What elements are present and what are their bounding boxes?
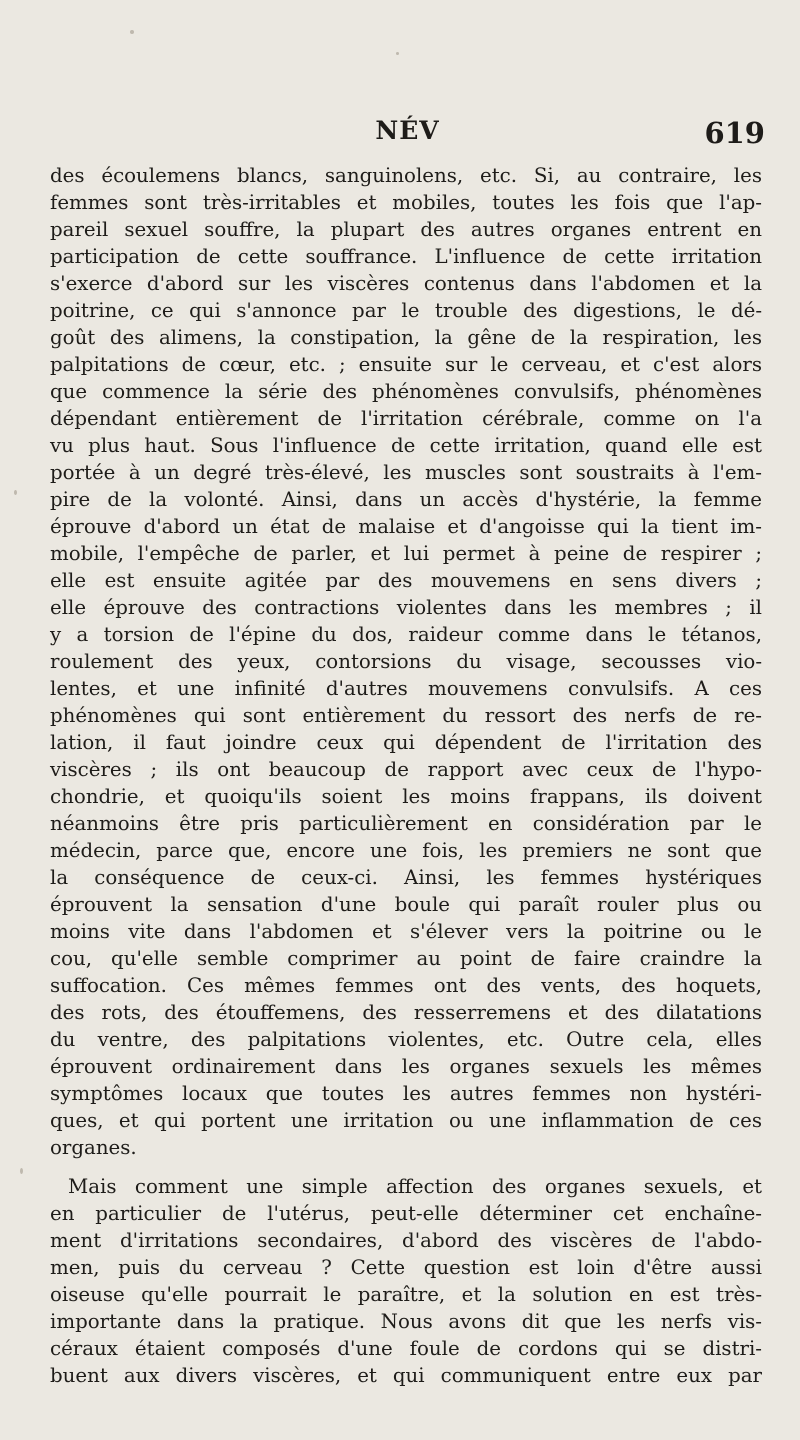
text-line: chondrie, et quoiqu'ils soient les moins frappans, ils doivent xyxy=(50,785,762,808)
text-line: cou, qu'elle semble comprimer au point de faire craindre la xyxy=(50,947,762,970)
body-text xyxy=(50,162,762,1389)
page-number: 619 xyxy=(704,116,765,150)
paper-speck xyxy=(396,52,399,55)
paper-speck xyxy=(20,1168,23,1174)
text-line: céraux étaient composés d'une foule de cordons qui se distri- xyxy=(50,1337,762,1360)
text-line: du ventre, des palpitations violentes, etc. Outre cela, elles xyxy=(50,1028,762,1051)
paper-speck xyxy=(14,490,17,495)
text-line: ques, et qui portent une irritation ou une inflammation de ces xyxy=(50,1109,762,1132)
text-line: importante dans la pratique. Nous avons dit que les nerfs vis- xyxy=(50,1310,762,1333)
text-line: néanmoins être pris particulièrement en considération par le xyxy=(50,812,762,835)
text-line: des rots, des étouffemens, des resserremens et des dilatations xyxy=(50,1001,762,1024)
text-line: pire de la volonté. Ainsi, dans un accès d'hystérie, la femme xyxy=(50,488,762,511)
text-line: buent aux divers viscères, et qui communiquent entre eux par xyxy=(50,1364,762,1387)
text-line: médecin, parce que, encore une fois, les premiers ne sont que xyxy=(50,839,762,862)
text-line: éprouve d'abord un état de malaise et d'angoisse qui la tient im- xyxy=(50,515,762,538)
text-line: oiseuse qu'elle pourrait le paraître, et la solution en est très- xyxy=(50,1283,762,1306)
text-line: des écoulemens blancs, sanguinolens, etc. Si, au contraire, les xyxy=(50,164,762,187)
text-line: elle éprouve des contractions violentes dans les membres ; il xyxy=(50,596,762,619)
text-line: roulement des yeux, contorsions du visage, secousses vio- xyxy=(50,650,762,673)
text-line: vu plus haut. Sous l'influence de cette irritation, quand elle est xyxy=(50,434,762,457)
text-line: suffocation. Ces mêmes femmes ont des vents, des hoquets, xyxy=(50,974,762,997)
text-line: portée à un degré très-élevé, les muscles sont soustraits à l'em- xyxy=(50,461,762,484)
text-line: femmes sont très-irritables et mobiles, toutes les fois que l'ap- xyxy=(50,191,762,214)
text-line: phénomènes qui sont entièrement du ressort des nerfs de re- xyxy=(50,704,762,727)
text-line: participation de cette souffrance. L'influence de cette irritation xyxy=(50,245,762,268)
text-line: poitrine, ce qui s'annonce par le trouble des digestions, le dé- xyxy=(50,299,762,322)
text-line: en particulier de l'utérus, peut-elle déterminer cet enchaîne- xyxy=(50,1202,762,1225)
running-head xyxy=(50,116,765,158)
text-line: mobile, l'empêche de parler, et lui permet à peine de respirer ; xyxy=(50,542,762,565)
text-line: moins vite dans l'abdomen et s'élever vers la poitrine ou le xyxy=(50,920,762,943)
text-line: s'exerce d'abord sur les viscères contenus dans l'abdomen et la xyxy=(50,272,762,295)
text-line: y a torsion de l'épine du dos, raideur comme dans le tétanos, xyxy=(50,623,762,646)
text-line: pareil sexuel souffre, la plupart des autres organes entrent en xyxy=(50,218,762,241)
text-line: men, puis du cerveau ? Cette question est loin d'être aussi xyxy=(50,1256,762,1279)
text-line: elle est ensuite agitée par des mouvemens en sens divers ; xyxy=(50,569,762,592)
text-line: éprouvent la sensation d'une boule qui paraît rouler plus ou xyxy=(50,893,762,916)
text-line: éprouvent ordinairement dans les organes sexuels les mêmes xyxy=(50,1055,762,1078)
text-line: palpitations de cœur, etc. ; ensuite sur le cerveau, et c'est alors xyxy=(50,353,762,376)
text-line: Mais comment une simple affection des organes sexuels, et xyxy=(68,1175,762,1198)
text-line: que commence la série des phénomènes convulsifs, phénomènes xyxy=(50,380,762,403)
text-line: goût des alimens, la constipation, la gêne de la respiration, les xyxy=(50,326,762,349)
text-line: organes. xyxy=(50,1136,137,1159)
text-line: ment d'irritations secondaires, d'abord des viscères de l'abdo- xyxy=(50,1229,762,1252)
text-line: viscères ; ils ont beaucoup de rapport avec ceux de l'hypo- xyxy=(50,758,762,781)
text-line: la conséquence de ceux-ci. Ainsi, les femmes hystériques xyxy=(50,866,762,889)
text-line: lation, il faut joindre ceux qui dépendent de l'irritation des xyxy=(50,731,762,754)
running-title: NÉV xyxy=(375,116,440,145)
text-line: dépendant entièrement de l'irritation cérébrale, comme on l'a xyxy=(50,407,762,430)
paper-speck xyxy=(130,30,134,34)
text-line: lentes, et une infinité d'autres mouvemens convulsifs. A ces xyxy=(50,677,762,700)
text-line: symptômes locaux que toutes les autres femmes non hystéri- xyxy=(50,1082,762,1105)
